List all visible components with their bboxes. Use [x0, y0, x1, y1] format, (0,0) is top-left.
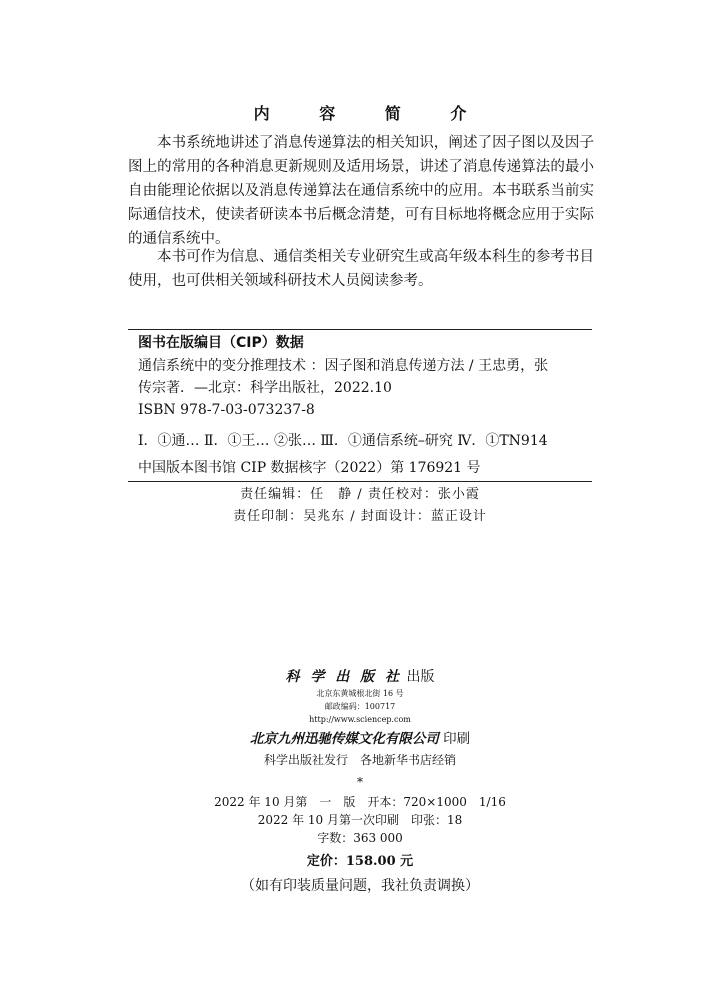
cip-classification: Ⅰ．①通… Ⅱ．①王… ②张… Ⅲ．①通信系统–研究 Ⅳ．①TN914	[138, 433, 548, 449]
cip-top-rule	[128, 329, 592, 330]
staff-production: 责任印制：吴兆东 / 封面设计：蓝正设计	[233, 509, 487, 524]
publisher-address: 北京东黄城根北街 16 号	[316, 689, 404, 698]
price: 定价：158.00 元	[306, 854, 414, 869]
cip-header: 图书在版编目（CIP）数据	[138, 335, 304, 351]
cip-isbn: ISBN 978-7-03-073237-8	[138, 402, 315, 418]
publisher-suffix: 出版	[406, 669, 435, 685]
word-count: 字数：363 000	[317, 831, 403, 845]
intro-paragraph-1: 本书系统地讲述了消息传递算法的相关知识，阐述了因子图以及因子图上的常用的各种消息更新规则及适用场景，讲述了消息传递算法的最小自由能理论依据以及消息传递算法在通信系统中的应用。本书联系当前实际通信技术，使读者研读本书后概念清楚，可有目标地将概念应用于实际的通信系统中。	[128, 135, 594, 247]
cip-number: 中国版本图书馆 CIP 数据核字（2022）第 176921 号	[138, 460, 481, 476]
distribution: 科学出版社发行 各地新华书店经销	[263, 753, 456, 767]
printer-suffix: 印刷	[443, 731, 471, 747]
edition-info: 2022 年 10 月第 一 版 开本：720×1000 1/16	[214, 795, 506, 809]
printing-info: 2022 年 10 月第一次印刷 印张：18	[257, 813, 463, 827]
separator-star: *	[357, 775, 363, 789]
quality-notice: （如有印装质量问题，我社负责调换）	[241, 878, 479, 894]
publisher-name: 科 学 出 版 社	[285, 669, 403, 685]
cip-title-line-2: 传宗著．—北京：科学出版社，2022.10	[138, 380, 392, 396]
publisher-url: http://www.sciencep.com	[309, 715, 411, 724]
publisher-line	[0, 666, 720, 686]
staff-editors: 责任编辑：任 静 / 责任校对：张小霞	[240, 487, 480, 502]
publisher-postcode: 邮政编码：100717	[324, 702, 396, 711]
printer-line	[0, 727, 720, 747]
cip-title-line-1: 通信系统中的变分推理技术 ：因子图和消息传递方法 / 王忠勇，张	[138, 358, 549, 374]
intro-paragraph-2: 本书可作为信息、通信类相关专业研究生或高年级本科生的参考书目使用，也可供相关领域科研技术人员阅读参考。	[128, 249, 594, 289]
intro-heading: 内 容 简 介	[253, 104, 489, 123]
printer-name: 北京九州迅驰传媒文化有限公司	[249, 731, 439, 747]
cip-bottom-rule	[128, 481, 592, 482]
